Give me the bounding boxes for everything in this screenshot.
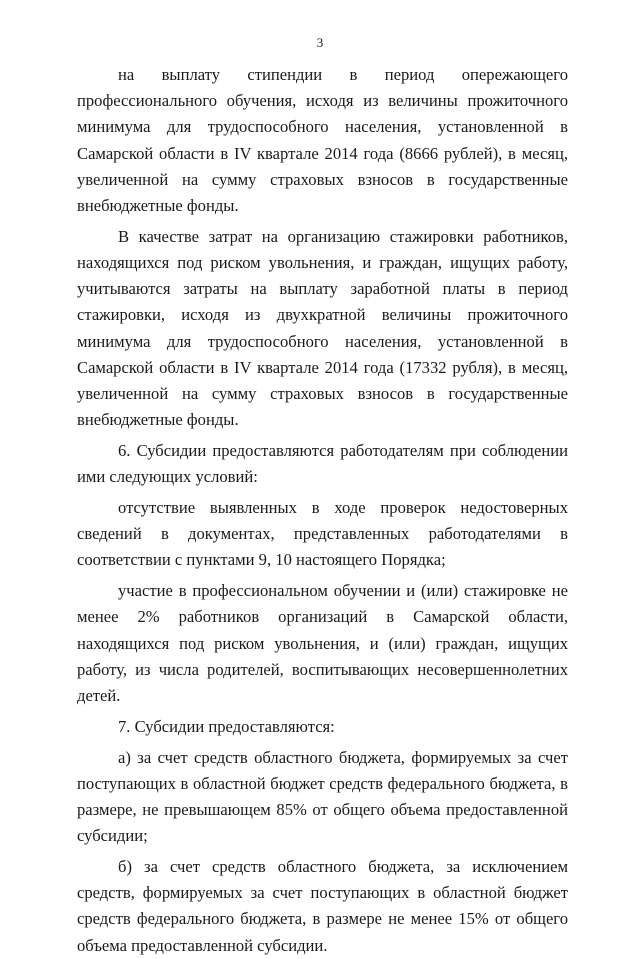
- paragraph-clause-6: 6. Субсидии предоставляются работодателям при соблюдении ими следующих условий:: [77, 441, 568, 487]
- page-number: 3: [316, 35, 324, 50]
- paragraph-condition-2: участие в профессиональном обучении и (или) стажировке не менее 2% работников организаций в Самарской области, находящихся под риском увольнения, и (или) граждан, ищущих работу, из числа родителей, воспитывающих несовершеннолетних детей.: [77, 581, 568, 706]
- paragraph-condition-1: отсутствие выявленных в ходе проверок недостоверных сведений в документах, представленных работодателями в соответствии с пунктами 9, 10 настоящего Порядка;: [77, 498, 568, 570]
- paragraph-subclause-a: а) за счет средств областного бюджета, формируемых за счет поступающих в областной бюджет средств федерального бюджета, в размере, не превышающем 85% от общего объема предоставленной субсидии;: [77, 747, 568, 846]
- paragraph-subclause-b: б) за счет средств областного бюджета, за исключением средств, формируемых за счет поступающих в областной бюджет средств федерального бюджета, в размере не менее 15% от общего объема предоставленной субсидии.: [77, 857, 568, 955]
- document-body: [77, 62, 568, 959]
- paragraph-internship-costs: В качестве затрат на организацию стажировки работников, находящихся под риском увольнения, и граждан, ищущих работу, учитываются затраты на выплату заработной платы в период стажировки, исходя из двухкратной величины прожиточного минимума для трудоспособного населения, установленной в Самарской области в IV квартале 2014 года (17332 рубля), в месяц, увеличенной на сумму страховых взносов в государственные внебюджетные фонды.: [77, 226, 568, 430]
- paragraph-clause-7: 7. Субсидии предоставляются:: [118, 716, 335, 736]
- paragraph-stipend-costs: на выплату стипендии в период опережающего профессионального обучения, исходя из величины прожиточного минимума для трудоспособного населения, установленной в Самарской области в IV квартале 2014 года (8666 рублей), в месяц, увеличенной на сумму страховых взносов в государственные внебюджетные фонды.: [77, 65, 568, 216]
